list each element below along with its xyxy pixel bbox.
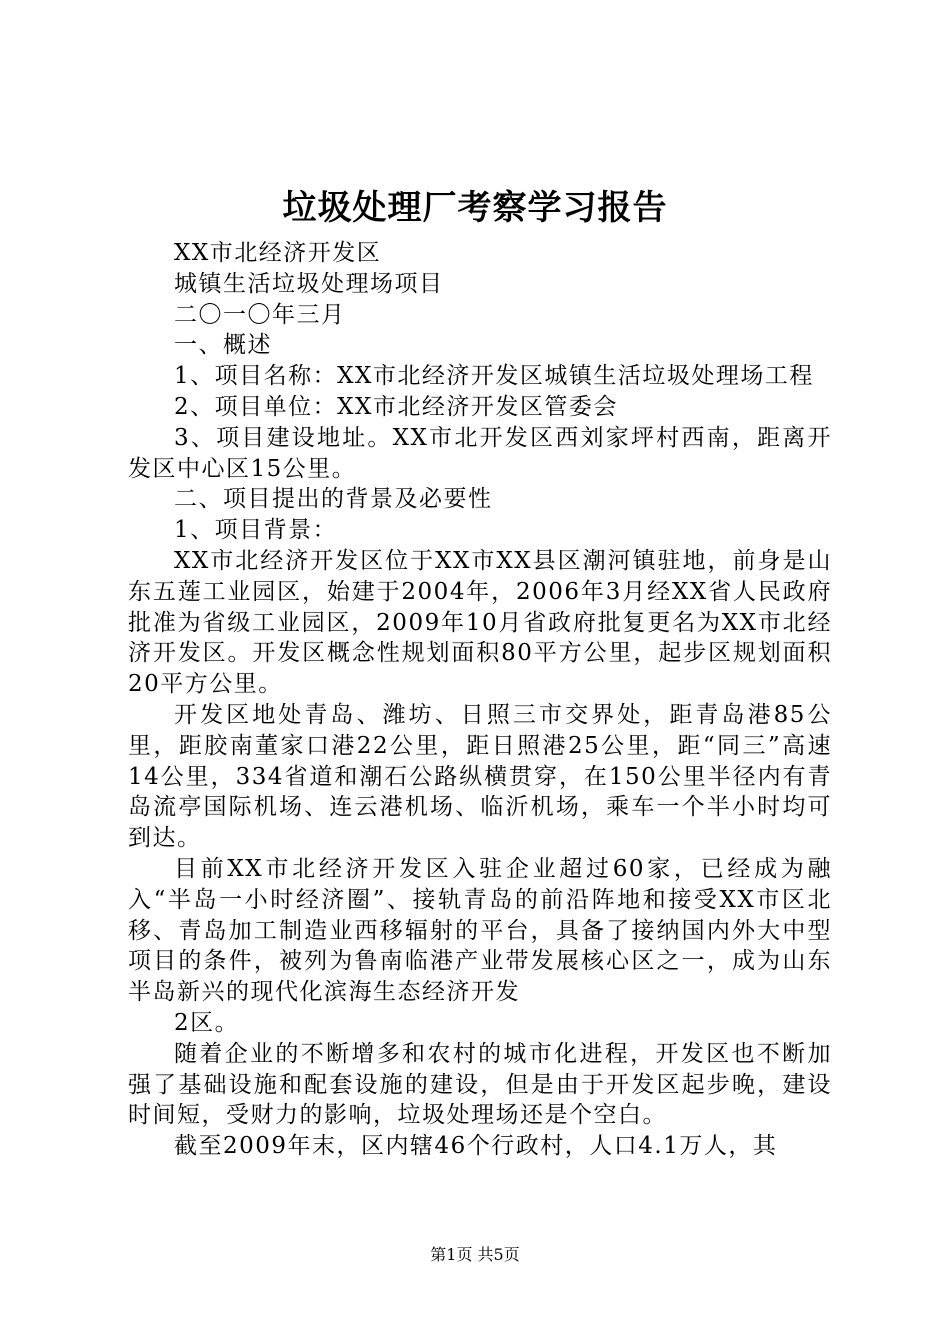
- paragraph-zone-enterprises: 目前XX市北经济开发区入驻企业超过60家，已经成为融入“半岛一小时经济圈”、接轨青岛的前沿阵地和接受XX市区北移、青岛加工制造业西移辐射的平台，具备了接纳国内外大中型项目的条件，被列为鲁南临港产业带发展核心区之一，成为山东半岛新兴的现代化滨海生态经济开发: [128, 855, 832, 1006]
- paragraph-zone-location: 开发区地处青岛、潍坊、日照三市交界处，距青岛港85公里，距胶南董家口港22公里，距日照港25公里，距“同三”高速14公里，334省道和潮石公路纵横贯穿，在150公里半径内有青岛流亭国际机场、连云港机场、临沂机场，乘车一个半小时均可到达。: [128, 701, 832, 852]
- page-footer: 第1页 共5页: [430, 1245, 520, 1264]
- document-body: [128, 238, 832, 1162]
- paragraph-infrastructure: 随着企业的不断增多和农村的城市化进程，开发区也不断加强了基础设施和配套设施的建设，但是由于开发区起步晚，建设时间短，受财力的影响，垃圾处理场还是个空白。: [128, 1040, 832, 1129]
- section-heading-overview: 一、概述: [174, 332, 272, 359]
- paragraph-project-site: 3、项目建设地址。XX市北开发区西刘家坪村西南，距离开发区中心区15公里。: [128, 424, 832, 482]
- paragraph-zone-history: XX市北经济开发区位于XX市XX县区潮河镇驻地，前身是山东五莲工业园区，始建于2004年，2006年3月经XX省人民政府批准为省级工业园区，2009年10月省政府批复更名为XX市北经济开发区。开发区概念性规划面积80平方公里，起步区规划面积20平方公里。: [128, 547, 832, 698]
- subheading-project-background: 1、项目背景：: [174, 517, 338, 544]
- section-heading-background: 二、项目提出的背景及必要性: [174, 486, 493, 513]
- paragraph-date: 二〇一〇年三月: [174, 301, 346, 328]
- paragraph-project-name-heading: 城镇生活垃圾处理场项目: [174, 270, 444, 297]
- paragraph-city-zone: XX市北经济开发区: [174, 240, 382, 266]
- paragraph-project-name: 1、项目名称：XX市北经济开发区城镇生活垃圾处理场工程: [174, 363, 814, 390]
- paragraph-population: 截至2009年末，区内辖46个行政村，人口4.1万人，其: [174, 1133, 778, 1160]
- paragraph-project-unit: 2、项目单位：XX市北经济开发区管委会: [174, 393, 618, 420]
- document-title: 垃圾处理厂考察学习报告: [282, 188, 668, 228]
- paragraph-fragment: 2区。: [174, 1009, 240, 1036]
